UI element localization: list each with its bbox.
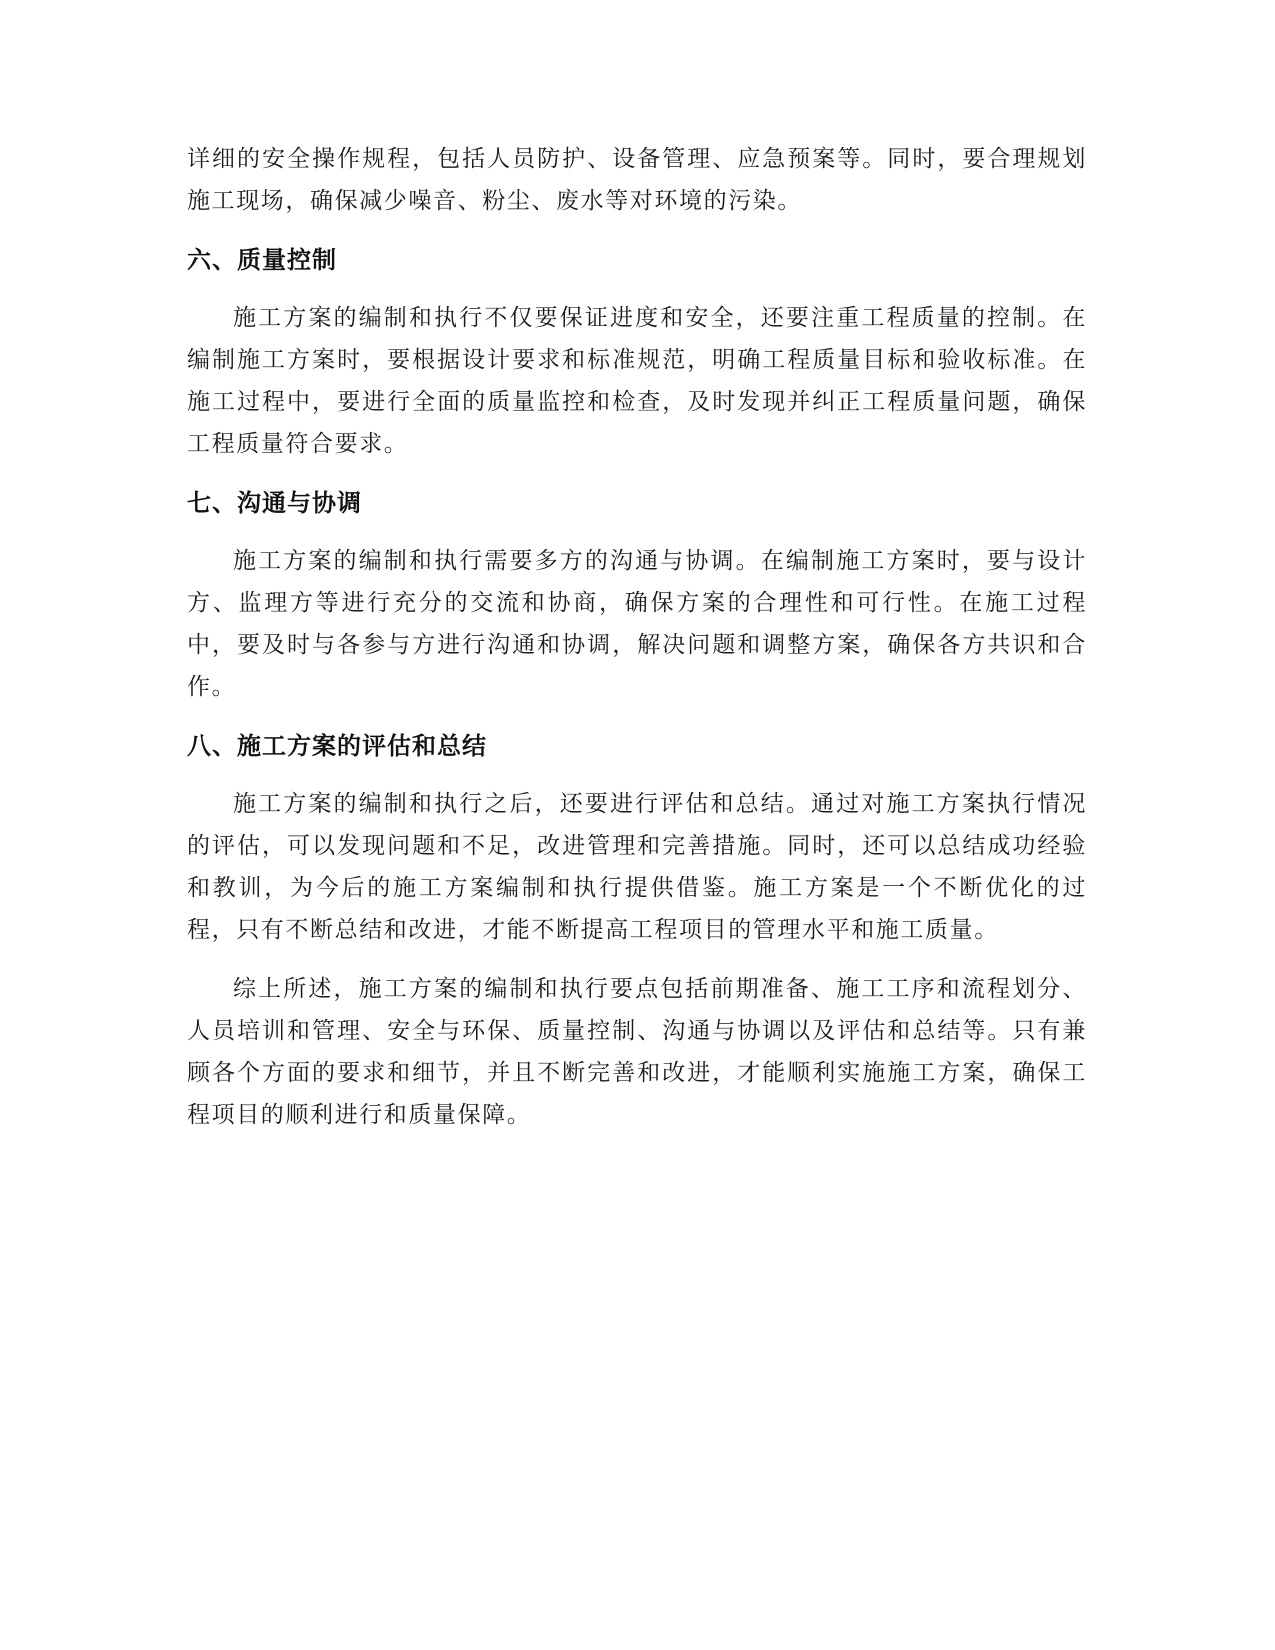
conclusion-paragraph: 综上所述，施工方案的编制和执行要点包括前期准备、施工工序和流程划分、人员培训和管理、安全与环保、质量控制、沟通与协调以及评估和总结等。只有兼顾各个方面的要求和细节，并且不断完善和改进，才能顺利实施施工方案，确保工程项目的顺利进行和质量保障。 (187, 976, 1087, 1128)
document-body (187, 138, 1087, 1136)
section-paragraph-communication: 施工方案的编制和执行需要多方的沟通与协调。在编制施工方案时，要与设计方、监理方等进行充分的交流和协商，确保方案的合理性和可行性。在施工过程中，要及时与各参与方进行沟通和协调，解决问题和调整方案，确保各方共识和合作。 (187, 548, 1087, 700)
section-paragraph-evaluation-summary: 施工方案的编制和执行之后，还要进行评估和总结。通过对施工方案执行情况的评估，可以发现问题和不足，改进管理和完善措施。同时，还可以总结成功经验和教训，为今后的施工方案编制和执行提供借鉴。施工方案是一个不断优化的过程，只有不断总结和改进，才能不断提高工程项目的管理水平和施工质量。 (187, 791, 1087, 943)
section-paragraph-quality-control: 施工方案的编制和执行不仅要保证进度和安全，还要注重工程质量的控制。在编制施工方案时，要根据设计要求和标准规范，明确工程质量目标和验收标准。在施工过程中，要进行全面的质量监控和检查，及时发现并纠正工程质量问题，确保工程质量符合要求。 (187, 305, 1087, 457)
section-heading-quality-control: 六、质量控制 (187, 246, 337, 274)
intro-paragraph: 详细的安全操作规程，包括人员防护、设备管理、应急预案等。同时，要合理规划施工现场，确保减少噪音、粉尘、废水等对环境的污染。 (187, 146, 1087, 214)
section-heading-communication: 七、沟通与协调 (187, 489, 362, 517)
section-heading-evaluation-summary: 八、施工方案的评估和总结 (187, 732, 487, 760)
